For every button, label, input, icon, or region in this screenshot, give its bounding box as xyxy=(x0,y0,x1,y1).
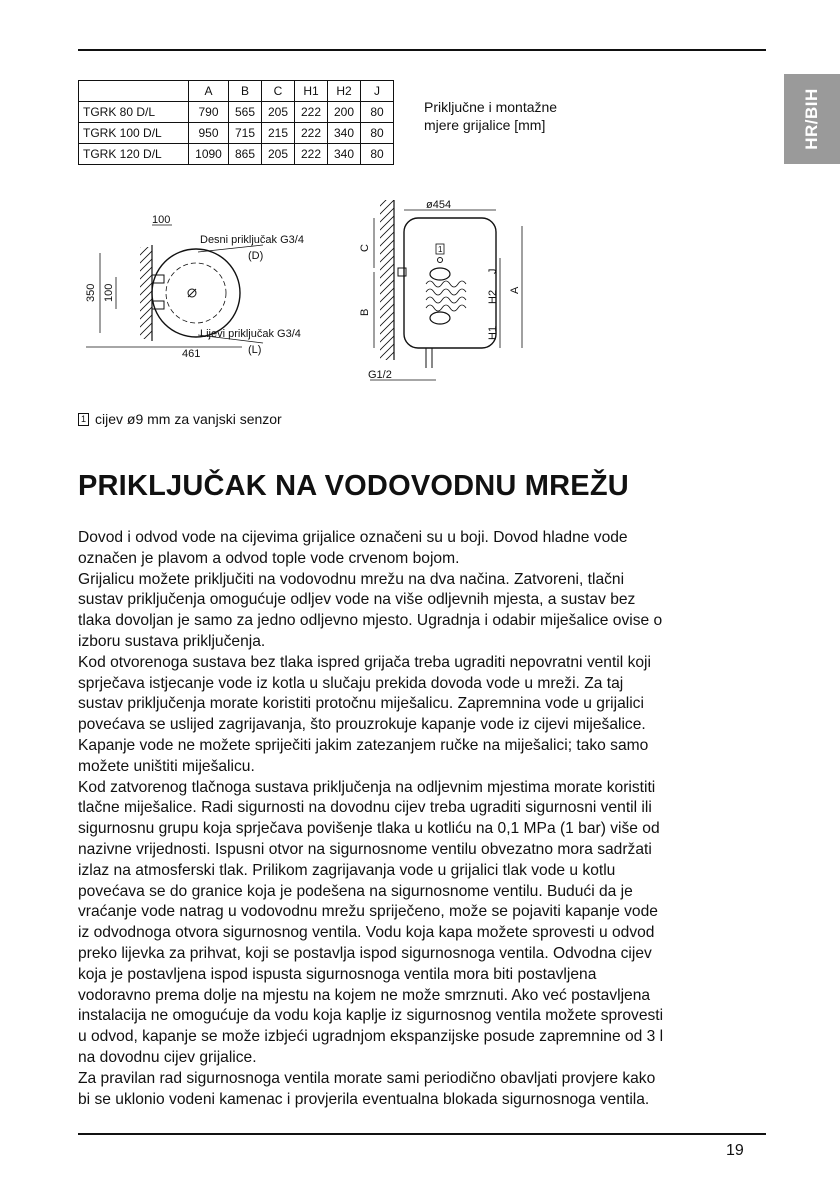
body-line: na dovodnu cijev grijalice. xyxy=(78,1048,257,1066)
table-row xyxy=(79,144,394,165)
section-body xyxy=(78,528,768,1110)
table-cell: 715 xyxy=(229,123,262,144)
table-header-row xyxy=(79,81,394,102)
body-line: vraćanje vode natrag u vodovodnu mrežu spriječeno, može se pojaviti kapanje vode xyxy=(78,903,658,921)
table-cell: 205 xyxy=(262,144,295,165)
label-h2: H2 xyxy=(487,289,499,304)
table-cell: 340 xyxy=(328,144,361,165)
body-line: instalacija ne omogućuje da vodu koja kaplje iz sigurnosnog ventila možete sprovesti xyxy=(78,1007,664,1025)
table-cell: 80 xyxy=(361,144,394,165)
table-cell: 80 xyxy=(361,123,394,144)
tank-body xyxy=(404,218,496,348)
table-cell: 865 xyxy=(229,144,262,165)
header-rule xyxy=(78,49,766,51)
label-a: A xyxy=(509,286,521,294)
dim-100-side: 100 xyxy=(103,283,115,302)
dimensions-table xyxy=(78,80,394,165)
legend xyxy=(78,411,282,427)
body-line: povećava se do granice koja je podešena na sigurnosnome ventilu. Budući da je xyxy=(78,882,633,900)
body-line: tlaka dovoljan je samo za jedno odljevno mjesto. Ugradnja i odabir miješalice ovise o xyxy=(78,612,663,630)
table-header-cell: J xyxy=(361,81,394,102)
dim-461: 461 xyxy=(182,348,201,360)
body-line: bi se uklonio vodeni kamenac i provjerila eventualna blokada sigurnosnoga ventila. xyxy=(78,1090,650,1108)
table-cell: 222 xyxy=(295,123,328,144)
table-cell: 222 xyxy=(295,102,328,123)
table-header-cell: B xyxy=(229,81,262,102)
left-connection-label: Lijevi priključak G3/4 xyxy=(200,328,301,340)
body-line: koja je postavljena ispod ispusta sigurnosnoga ventila mora biti postavljena xyxy=(78,965,597,983)
table-cell: TGRK 100 D/L xyxy=(79,123,189,144)
dim-100-top: 100 xyxy=(152,214,171,226)
body-line: tlačne miješalice. Radi sigurnosti na dovodnu cijev treba ugraditi sigurnosni ventil ili xyxy=(78,799,652,817)
table-cell: 565 xyxy=(229,102,262,123)
side-view-drawing xyxy=(350,196,540,386)
dimensions-caption xyxy=(424,98,557,134)
dim-350: 350 xyxy=(85,283,97,302)
label-g12: G1/2 xyxy=(368,369,392,381)
top-view-drawing xyxy=(78,205,348,365)
label-j: J xyxy=(487,268,499,274)
body-line: sigurnosnu grupu koja sprječava povišenje tlaka u kotliću na 0,1 MPa (1 bar) više od xyxy=(78,820,660,838)
table-row xyxy=(79,102,394,123)
table-cell: 1090 xyxy=(189,144,229,165)
table-row xyxy=(79,123,394,144)
flange-top xyxy=(430,268,450,280)
body-line: izlaz na atmosferski tlak. Prilikom zagrijavanja vode u grijalici tlak vode u kotlu xyxy=(78,861,616,879)
caption-line: Priključne i montažne xyxy=(424,99,558,115)
body-line: označen je plavom a odvod tople vode crvenom bojom. xyxy=(78,549,460,567)
body-line: Kod otvorenoga sustava bez tlaka ispred grijača treba ugraditi nepovratni ventil koji xyxy=(78,653,651,671)
page-number: 19 xyxy=(726,1142,744,1159)
table-cell: TGRK 120 D/L xyxy=(79,144,189,165)
language-tab xyxy=(784,74,840,164)
table-cell: 80 xyxy=(361,102,394,123)
body-line: Dovod i odvod vode na cijevima grijalice označeni su u boji. Dovod hladne vode xyxy=(78,529,628,546)
label-h1: H1 xyxy=(487,325,499,340)
body-line: Za pravilan rad sigurnosnoga ventila morate sami periodično obavljati provjere kako xyxy=(78,1069,656,1087)
footer-rule xyxy=(78,1133,766,1135)
legend-text: cijev ø9 mm za vanjski senzor xyxy=(95,411,282,427)
wall-hatch xyxy=(140,247,152,339)
body-line: možete uništiti miješalicu. xyxy=(78,757,255,775)
table-header-cell: C xyxy=(262,81,295,102)
body-line: u odvod, kapanje se može izbjeći ugradnjom ekspanzijske posude zapremnine od 3 l xyxy=(78,1028,664,1046)
table-cell: 200 xyxy=(328,102,361,123)
right-connection-label: Desni priključak G3/4 xyxy=(200,234,304,246)
sensor-marker: 1 xyxy=(438,245,443,254)
table-header-cell xyxy=(79,81,189,102)
table-cell: 205 xyxy=(262,102,295,123)
language-tab-label: HR/BIH xyxy=(802,88,821,150)
table-cell: 222 xyxy=(295,144,328,165)
body-line: vodoravno prema dolje na mjestu na kojem ne može smrznuti. Ako već postavljena xyxy=(78,986,651,1004)
label-c: C xyxy=(359,244,371,252)
legend-marker: 1 xyxy=(78,413,89,426)
body-line: iz odvodnoga otvora sigurnosnog ventila. Vodu koja kapa možete sprovesti u odvod xyxy=(78,924,655,942)
table-header-cell: H2 xyxy=(328,81,361,102)
wall-hatch xyxy=(380,200,394,360)
body-line: nazivne vrijednosti. Ispusni otvor na sigurnosnome ventilu obvezatno mora sadržati xyxy=(78,840,652,858)
body-line: izboru sustava priključenja. xyxy=(78,632,266,650)
label-b: B xyxy=(359,308,371,316)
table-cell: 950 xyxy=(189,123,229,144)
table-cell: 790 xyxy=(189,102,229,123)
section-title: PRIKLJUČAK NA VODOVODNU MREŽU xyxy=(78,470,629,502)
body-line: sustav priključenja omogućuje odljev vode na više odljevnih mjesta, a sustav bez xyxy=(78,591,636,609)
table-header-cell: H1 xyxy=(295,81,328,102)
body-line: sustav priključenja morate koristiti protočnu miješalicu. Zapremnina vode u grijalici xyxy=(78,695,644,713)
table-cell: 215 xyxy=(262,123,295,144)
body-line: povećava se uslijed zagrijavanja, što prouzrokuje kapanje vode iz cijevi miješalice. xyxy=(78,716,646,734)
body-line: sprječava istjecanje vode iz kotla u slučaju prekida dovoda vode u mreži. Za taj xyxy=(78,674,624,692)
right-connection-code: (D) xyxy=(248,250,264,262)
flange-bottom xyxy=(430,312,450,324)
table-cell: 340 xyxy=(328,123,361,144)
table-cell: TGRK 80 D/L xyxy=(79,102,189,123)
body-line: Kod zatvorenog tlačnoga sustava priključenja na odljevnim mjestima morate koristiti xyxy=(78,778,656,796)
left-connection-code: (L) xyxy=(248,344,262,356)
body-line: Kapanje vode ne možete spriječiti jakim zatezanjem ručke na miješalici; tako samo xyxy=(78,736,649,754)
table-header-cell: A xyxy=(189,81,229,102)
caption-line: mjere grijalice [mm] xyxy=(424,117,546,133)
body-line: Grijalicu možete priključiti na vodovodnu mrežu na dva načina. Zatvoreni, tlačni xyxy=(78,570,625,588)
diameter-label: ø454 xyxy=(426,199,452,211)
body-line: preko lijevka za prihvat, koji se postavlja ispod sigurnosnoga ventila. Odvodna cijev xyxy=(78,944,652,962)
